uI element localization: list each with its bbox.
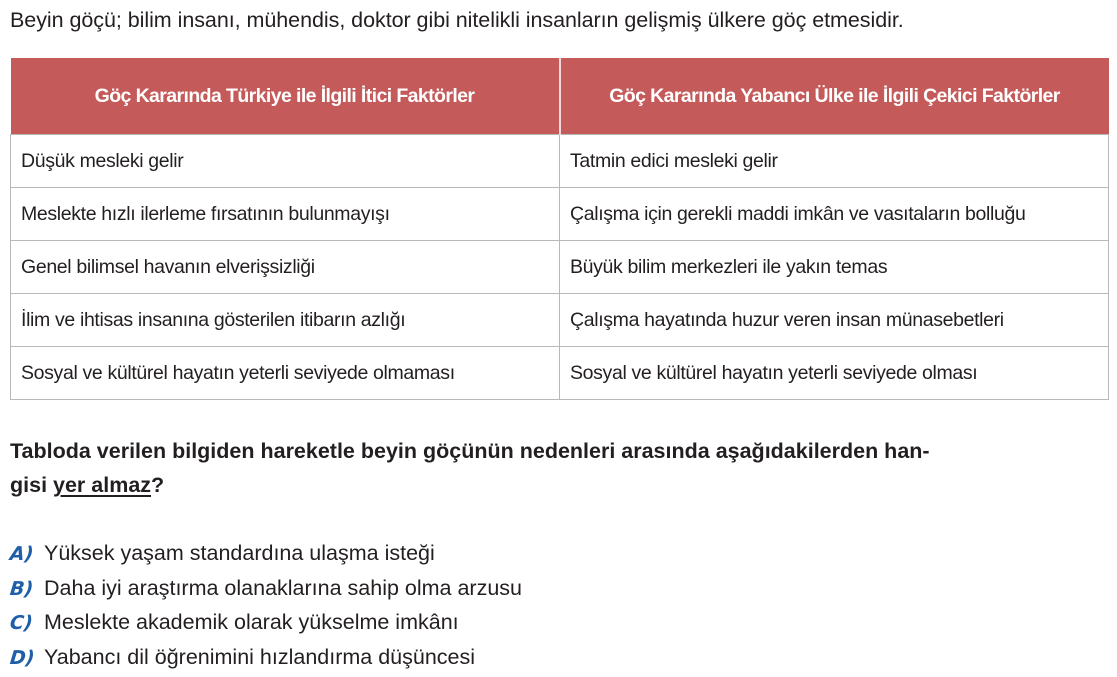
question-line-1: Tabloda verilen bilgiden hareketle beyin göçünün nedenleri arasında aşağıdakilerden han- xyxy=(10,439,930,463)
option-a[interactable] xyxy=(10,536,522,571)
table-row xyxy=(11,347,1109,400)
question-text xyxy=(10,434,1110,502)
option-letter: C) xyxy=(8,612,34,635)
option-letter: D) xyxy=(8,646,36,669)
push-factor-cell: Meslekte hızlı ilerleme fırsatının bulunmayışı xyxy=(11,188,560,241)
question-line-2-start: gisi xyxy=(10,473,54,497)
option-b[interactable] xyxy=(10,571,522,606)
question-line-2-end: ? xyxy=(151,473,165,497)
pull-factor-cell: Sosyal ve kültürel hayatın yeterli seviyede olması xyxy=(560,347,1109,400)
option-letter: A) xyxy=(8,543,35,565)
pull-factors-header: Göç Kararında Yabancı Ülke ile İlgili Çekici Faktörler xyxy=(560,58,1109,135)
pull-factor-cell: Çalışma hayatında huzur veren insan münasebetleri xyxy=(560,294,1109,347)
table-row xyxy=(11,241,1109,294)
question-line-2 xyxy=(10,468,1110,502)
push-factor-cell: İlim ve ihtisas insanına gösterilen itibarın azlığı xyxy=(11,294,560,347)
option-c[interactable] xyxy=(10,605,522,640)
pull-factor-cell: Çalışma için gerekli maddi imkân ve vasıtaların bolluğu xyxy=(560,188,1109,241)
table-row xyxy=(11,135,1109,188)
push-factors-header: Göç Kararında Türkiye ile İlgili İtici Faktörler xyxy=(11,58,560,135)
intro-text: Beyin göçü; bilim insanı, mühendis, doktor gibi nitelikli insanların gelişmiş ülkere göç etmesidir. xyxy=(10,8,904,32)
option-letter: B) xyxy=(8,577,35,600)
pull-factor-cell: Tatmin edici mesleki gelir xyxy=(560,135,1109,188)
table-header-row xyxy=(11,58,1109,135)
push-factor-cell: Genel bilimsel havanın elverişsizliği xyxy=(11,241,560,294)
table-row xyxy=(11,188,1109,241)
push-factor-cell: Düşük mesleki gelir xyxy=(11,135,560,188)
table-row xyxy=(11,294,1109,347)
option-text: Daha iyi araştırma olanaklarına sahip olma arzusu xyxy=(44,575,523,600)
option-text: Yüksek yaşam standardına ulaşma isteği xyxy=(44,541,435,565)
push-factor-cell: Sosyal ve kültürel hayatın yeterli seviyede olmaması xyxy=(11,347,560,400)
question-emphasis: yer almaz xyxy=(53,473,152,497)
answer-options xyxy=(10,536,522,674)
option-d[interactable] xyxy=(10,640,522,675)
option-text: Meslekte akademik olarak yükselme imkânı xyxy=(44,610,459,635)
option-text: Yabancı dil öğrenimini hızlandırma düşüncesi xyxy=(44,644,476,669)
pull-factor-cell: Büyük bilim merkezleri ile yakın temas xyxy=(560,241,1109,294)
factors-table xyxy=(10,58,1109,400)
